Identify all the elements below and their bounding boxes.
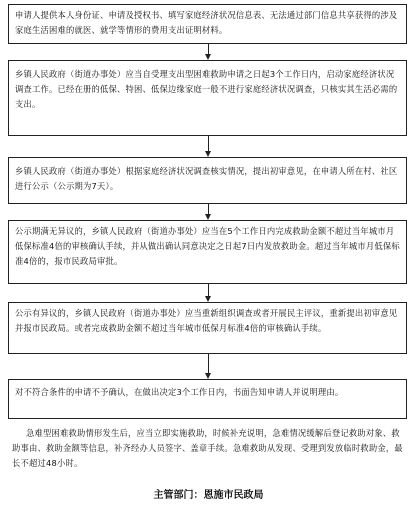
- step-2-text: 乡镇人民政府（街道办事处）应当自受理支出型困难救助申请之日起3个工作日内，启动家庭经济状况调查工作。已经在册的低保、特困、低保边缘家庭一般不进行家庭经济状况调查，只核实其生活必需的支出。: [15, 69, 398, 109]
- step-4-box: [8, 220, 407, 284]
- step-4-text: 公示期满无异议的，乡镇人民政府（街道办事处）应当在5个工作日内完成救助金额不超过当年城市月低保标准4倍的审核确认手续，并从做出确认同意决定之日起7日内发放救助金。超过当年城市月低保标准4倍的，报市民政局审批。: [15, 226, 400, 266]
- step-3-text: 乡镇人民政府（街道办事处）根据家庭经济状况调查核实情况，提出初审意见，在申请人所在村、社区进行公示（公示期为7天）。: [15, 166, 398, 191]
- step-6-text: 对不符合条件的申请不予确认，在做出决定3个工作日内，书面告知申请人并说明理由。: [15, 387, 344, 397]
- step-6-box: [8, 379, 407, 419]
- footer-department: 主管部门：恩施市民政局: [153, 490, 264, 501]
- step-5-text: 公示有异议的，乡镇人民政府（街道办事处）应当重新组织调查或者开展民主评议，重新提出初审意见并报市民政局。或者完成救助金额不超过当年城市低保月标准4倍的审核确认手续。: [15, 308, 398, 333]
- arrow-4: [205, 284, 212, 302]
- step-3-box: [8, 157, 407, 204]
- emergency-note: 急难型困难救助情形发生后，应当立即实施救助，时候补充说明，急难情况缓解后登记救助对象、救助事由、救助金额等信息，补齐经办人员签字、盖章手续。急难救助从发现、受理到发放临时救助金，最长不超过48小时。: [12, 428, 403, 468]
- step-2-box: [8, 60, 407, 136]
- step-5-box: [8, 302, 407, 354]
- arrow-3: [205, 204, 212, 220]
- arrow-2: [205, 136, 212, 157]
- arrow-5: [205, 354, 212, 379]
- arrow-1: [205, 44, 212, 60]
- step-1-box: [8, 4, 407, 44]
- step-1-text: 申请人提供本人身份证、申请及授权书、填写家庭经济状况信息表、无法通过部门信息共享获得的涉及家庭生活困难的就医、就学等情形的费用支出证明材料。: [15, 10, 398, 35]
